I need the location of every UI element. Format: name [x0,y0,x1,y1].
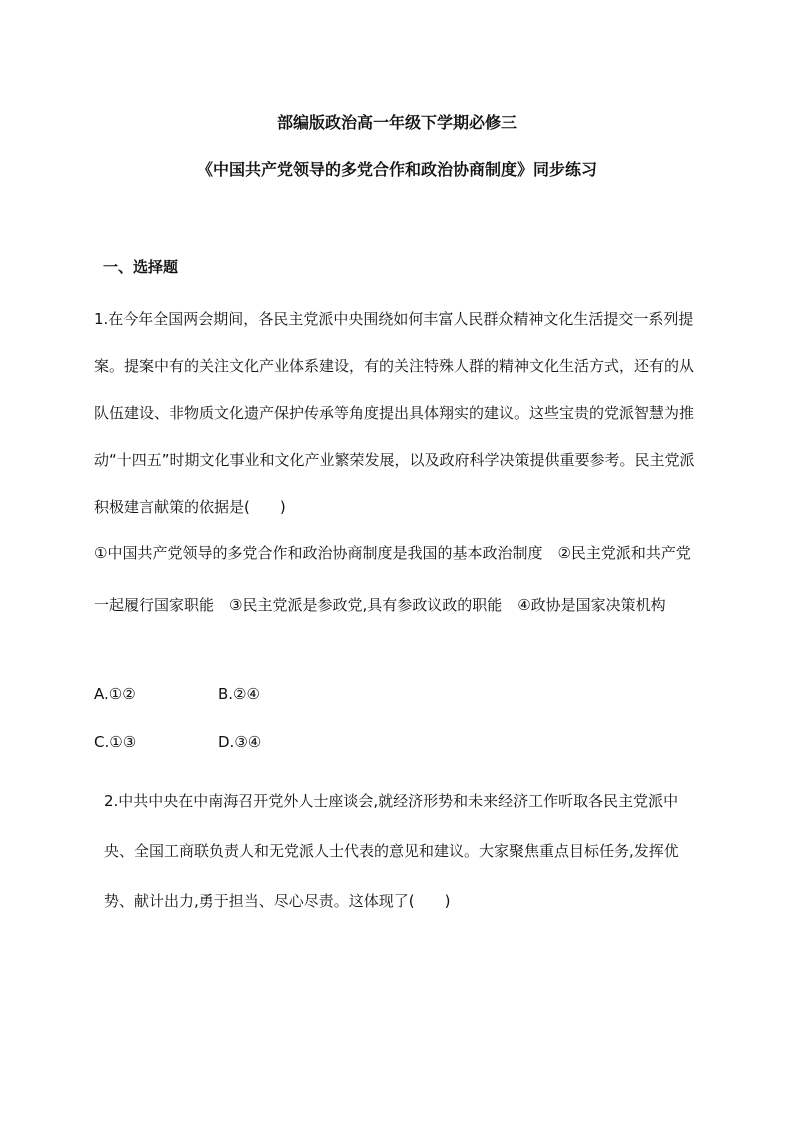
choice-d: D.③④ [218,733,262,751]
question-1-choices-row-2 [94,733,261,751]
question-1-stem: 1.在今年全国两会期间，各民主党派中央围绕如何丰富人民群众精神文化生活提交一系列提案。提案中有的关注文化产业体系建设，有的关注特殊人群的精神文化生活方式，还有的从队伍建设、非物质文化遗产保护传承等角度提出具体翔实的建议。这些宝贵的党派智慧为推动“十四五”时期文化事业和文化产业繁荣发展，以及政府科学决策提供重要参考。民主党派积极建言献策的依据是( ) [94,310,695,516]
choice-b: B.②④ [218,685,260,703]
choice-a: A.①② [94,685,136,703]
document-subtitle: 《中国共产党领导的多党合作和政治协商制度》同步练习 [196,160,597,179]
section-heading: 一、选择题 [103,258,179,276]
question-2-stem: 2.中共中央在中南海召开党外人士座谈会,就经济形势和未来经济工作听取各民主党派中央、全国工商联负责人和无党派人士代表的意见和建议。大家聚焦重点目标任务,发挥优势、献计出力,勇于担当、尽心尽责。这体现了( ) [104,792,679,910]
question-1-statements: ①中国共产党领导的多党合作和政治协商制度是我国的基本政治制度 ②民主党派和共产党一起履行国家职能 ③民主党派是参政党,具有参政议政的职能 ④政协是国家决策机构 [94,544,691,614]
document-title: 部编版政治高一年级下学期必修三 [276,113,517,132]
choice-c: C.①③ [94,733,137,751]
question-1-choices-row-1 [94,685,260,703]
